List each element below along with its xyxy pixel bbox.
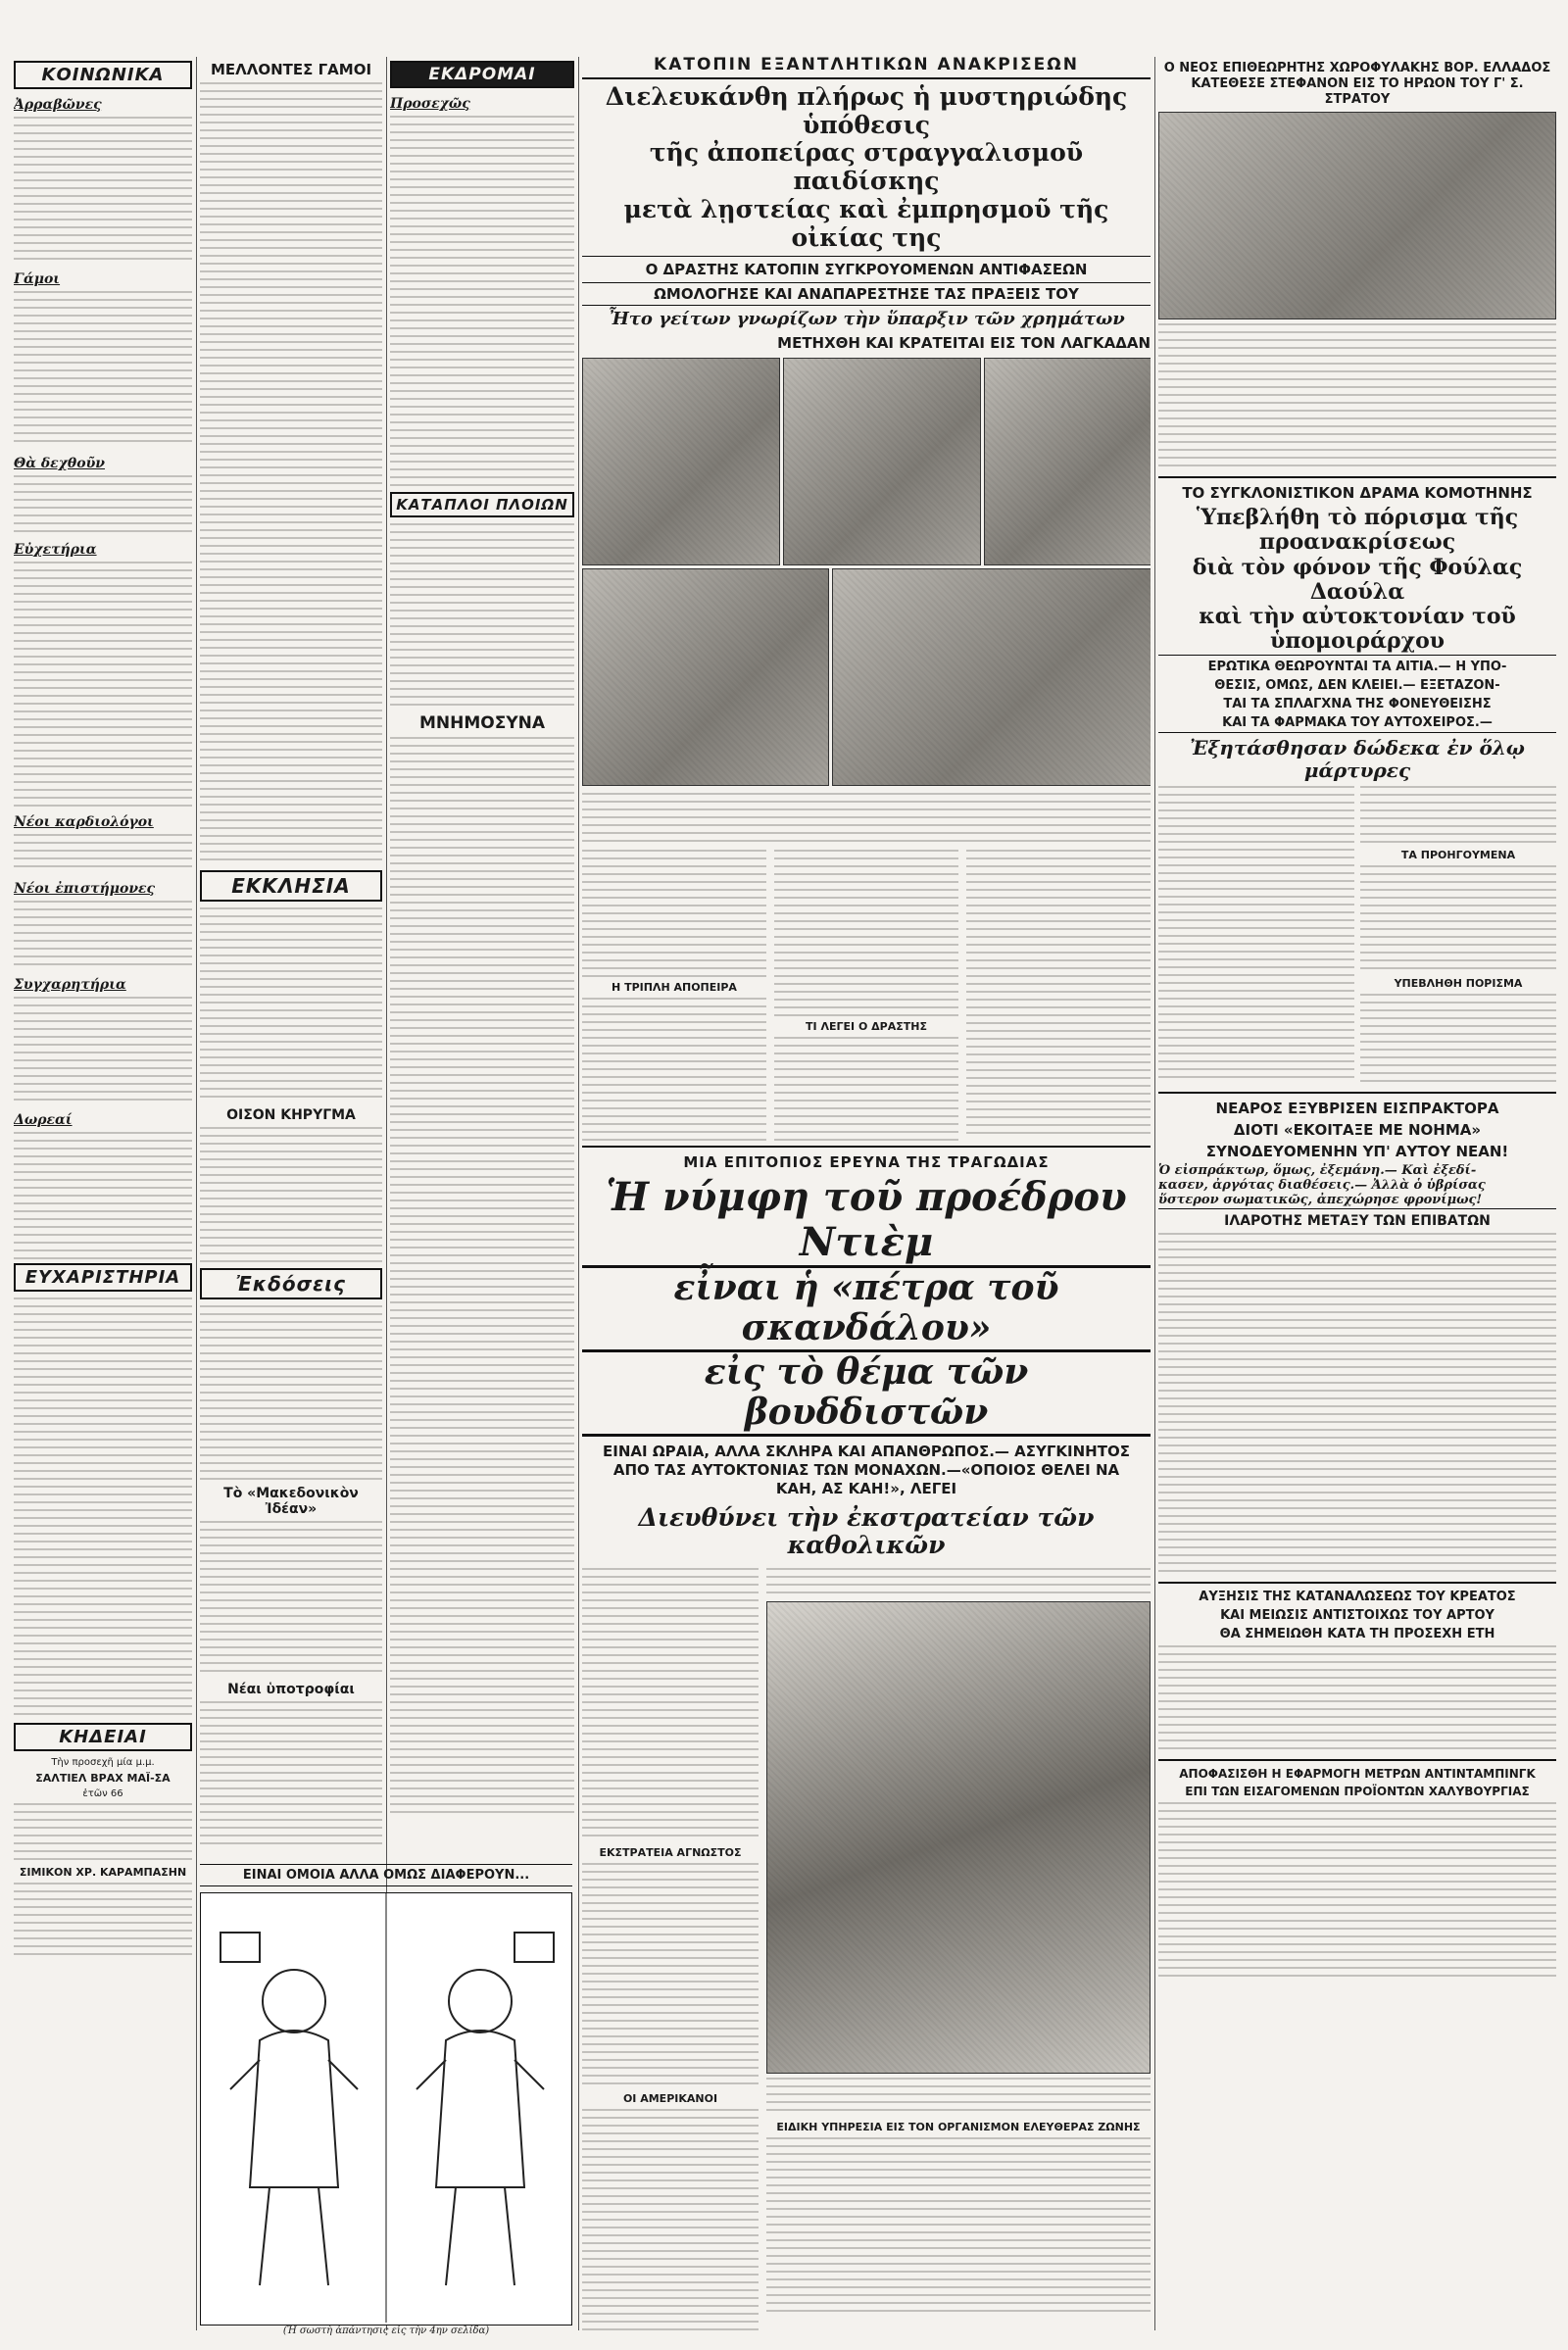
komotini-headline-4: Ἐξητάσθησαν δώδεκα ἐν ὅλῳ μάρτυρες	[1190, 735, 1525, 782]
story2-body	[582, 1564, 1151, 2330]
column-rule	[578, 57, 579, 2330]
gendarmerie-photo	[1158, 112, 1556, 319]
text-block	[1158, 1233, 1556, 1576]
story2-headline-3: εἰς τὸ θέμα τῶν βουδδιστῶν	[582, 1352, 1151, 1437]
subhead-neai-ypotrofiai: Νέαι ὑποτροφίαι	[227, 1682, 355, 1697]
text-block	[200, 1127, 382, 1264]
social-column	[14, 57, 192, 2330]
komotini-headline-3: καὶ τὴν αὐτοκτονίαν τοῦ ὑπομοιράρχου	[1158, 605, 1556, 656]
subhead-doreai: Δωρεαί	[14, 1112, 73, 1128]
text-block	[14, 834, 192, 873]
text-block	[14, 1803, 192, 1862]
story2-headline-1: Ἡ νύμφη τοῦ προέδρου Ντιὲμ	[582, 1175, 1151, 1268]
subhead-eyxetiria: Εὐχετήρια	[14, 542, 97, 558]
section-ekdromai: ΕΚΔΡΟΜΑΙ	[390, 61, 574, 88]
text-block	[1158, 1802, 1556, 1979]
story1-body	[582, 846, 1151, 1140]
subhead-ekstrateia: ΕΚΣΤΡΑΤΕΙΑ ΑΓΝΩΣΤΟΣ	[599, 1846, 742, 1860]
text-block	[766, 2078, 1151, 2117]
story1-photo-1	[582, 358, 780, 565]
subhead-ypeblithen: ΥΠΕΒΛΗΘΗ ΠΟΡΙΣΜΑ	[1394, 976, 1523, 990]
section-ekklisia: ΕΚΚΛΗΣΙΑ	[200, 870, 382, 902]
text-block	[1158, 323, 1556, 470]
kreas-headline-1: ΑΥΞΗΣΙΣ ΤΗΣ ΚΑΤΑΝΑΛΩΣΕΩΣ ΤΟΥ ΚΡΕΑΤΟΣ	[1199, 1589, 1516, 1604]
kreas-headline-2: ΚΑΙ ΜΕΙΩΣΙΣ ΑΝΤΙΣΤΟΙΧΩΣ ΤΟΥ ΑΡΤΟΥ	[1220, 1607, 1494, 1623]
column-rule	[1154, 57, 1155, 2330]
text-block	[14, 562, 192, 807]
komotini-body	[1158, 782, 1556, 1086]
text-block	[200, 1701, 382, 1848]
text-block	[390, 523, 574, 710]
neaross-headline-3: ΣΥΝΟΔΕΥΟΜΕΝΗΝ ΥΠ' ΑΥΤΟΥ ΝΕΑΝ!	[1205, 1142, 1509, 1160]
ntamping-headline-1: ΑΠΟΦΑΣΙΣΘΗ Η ΕΦΑΡΜΟΓΗ ΜΕΤΡΩΝ ΑΝΤΙΝΤΑΜΠΙΝΓΚ	[1179, 1766, 1536, 1781]
text-block	[14, 901, 192, 969]
text-block	[582, 1863, 759, 2088]
neaross-headline-1: ΝΕΑΡΟΣ ΕΞΥΒΡΙΣΕΝ ΕΙΣΠΡΑΚΤΟΡΑ	[1215, 1099, 1499, 1117]
main-story-column	[582, 57, 1151, 2330]
komotini-deck-2: ΘΕΣΙΣ, ΟΜΩΣ, ΔΕΝ ΚΛΕΙΕΙ.— ΕΞΕΤΑΖΟΝ-	[1214, 677, 1500, 693]
story1-headline-3: μετὰ λῃστείας καὶ ἐμπρησμοῦ τῆς οἰκίας της	[623, 194, 1109, 252]
text-block	[766, 1568, 1151, 1597]
madame-nhu-portrait	[766, 1601, 1151, 2074]
text-block	[1158, 786, 1354, 1080]
story1-deck-4: ΜΕΤΗΧΘΗ ΚΑΙ ΚΡΑΤΕΙΤΑΙ ΕΙΣ ΤΟΝ ΛΑΓΚΑΔΑΝ	[777, 334, 1151, 353]
cartoon-illustration	[201, 1893, 571, 2323]
subhead-kardiologoi: Νέοι καρδιολόγοι	[14, 814, 154, 830]
subhead-eidiki-ypiresia: ΕΙΔΙΚΗ ΥΠΗΡΕΣΙΑ ΕΙΣ ΤΟΝ ΟΡΓΑΝΙΣΜΟΝ ΕΛΕΥΘΕΡΑΣ ΖΩΝΗΣ	[776, 2121, 1141, 2134]
story1-deck-2: ΩΜΟΛΟΓΗΣΕ ΚΑΙ ΑΝΑΠΑΡΕΣΤΗΣΕ ΤΑΣ ΠΡΑΞΕΙΣ ΤΟΥ	[582, 282, 1151, 306]
story1-headline-1: Διελευκάνθη πλήρως ἡ μυστηριώδης ὑπόθεσις	[605, 81, 1128, 139]
story2-deck: ΕΙΝΑΙ ΩΡΑΙΑ, ΑΛΛΑ ΣΚΛΗΡΑ ΚΑΙ ΑΠΑΝΘΡΩΠΟΣ.— ΑΣΥΓΚΙΝΗΤΟΣ ΑΠΟ ΤΑΣ ΑΥΤΟΚΤΟΝΙΑΣ ΤΩΝ ΜΟΝΑΧΩΝ.—«ΟΠΟΙΟΣ ΘΕΛΕΙ ΝΑ ΚΑΗ, ΑΣ ΚΑΗ!», ΛΕΓΕΙ	[603, 1442, 1130, 1497]
story1-photo-group	[582, 358, 1151, 789]
text-block	[200, 1305, 382, 1482]
komotini-deck-3: ΤΑΙ ΤΑ ΣΠΛΑΓΧΝΑ ΤΗΣ ΦΟΝΕΥΘΕΙΣΗΣ	[1223, 696, 1492, 711]
text-block	[582, 2109, 759, 2330]
photo-caption-lines	[582, 793, 1151, 842]
text-block	[14, 1297, 192, 1719]
kideiai-name: ΣΑΛΤΙΕΛ ΒΡΑΧ ΜΑΪ-ΣΑ	[35, 1772, 171, 1785]
text-block	[966, 850, 1151, 1134]
text-block	[390, 737, 574, 1815]
subhead-arravones: Ἀρραβῶνες	[14, 97, 102, 113]
section-kataploi: ΚΑΤΑΠΛΟΙ ΠΛΟΙΩΝ	[390, 492, 574, 517]
story2-headline-2: εἶναι ἡ «πέτρα τοῦ σκανδάλου»	[582, 1268, 1151, 1352]
text-block	[14, 291, 192, 448]
story1-headline-2: τῆς ἀποπείρας στραγγαλισμοῦ παιδίσκης	[649, 138, 1084, 196]
news-column-right	[1158, 57, 1556, 2330]
cartoon-drawing	[200, 1892, 572, 2326]
komotini-headline-1: Ὑπεβλήθη τὸ πόρισμα τῆς προανακρίσεως	[1196, 505, 1519, 556]
kreas-headline-3: ΘΑ ΣΗΜΕΙΩΘΗ ΚΑΤΑ ΤΗ ΠΡΟΣΕΧΗ ΕΤΗ	[1219, 1626, 1495, 1641]
subhead-makedonikou: Τὸ «Μακεδονικὸν Ἰδέαν»	[223, 1486, 359, 1517]
text-block	[766, 2137, 1151, 2314]
subhead-proigoumena: ΤΑ ΠΡΟΗΓΟΥΜΕΝΑ	[1400, 848, 1516, 861]
subhead-epistimones: Νέοι ἐπιστήμονες	[14, 881, 156, 897]
story1-photo-2	[783, 358, 981, 565]
text-block	[14, 117, 192, 264]
section-koinonika: ΚΟΙΝΩΝΙΚΑ	[14, 61, 192, 89]
gendarmerie-headline: Ο ΝΕΟΣ ΕΠΙΘΕΩΡΗΤΗΣ ΧΩΡΟΦΥΛΑΚΗΣ ΒΟΡ. ΕΛΛΑΔΟΣ ΚΑΤΕΘΕΣΕ ΣΤΕΦΑΝΟΝ ΕΙΣ ΤΟ ΗΡΩΟΝ ΤΟΥ Γ' Σ. ΣΤΡΑΤΟΥ	[1163, 61, 1551, 107]
text-block	[390, 116, 574, 488]
story1-photo-4	[582, 568, 829, 786]
story1-deck-3: Ἦτο γείτων γνωρίζων τὴν ὕπαρξιν τῶν χρημάτων	[608, 309, 1125, 330]
neaross-deck-3: ὕστερον σωματικῶς, ἀπεχώρησε φρονίμως!	[1158, 1194, 1556, 1209]
text-block	[14, 1132, 192, 1259]
cartoon-caption: (Ἡ σωστὴ ἀπάντησις εἰς τὴν 4ην σελίδα)	[282, 2326, 490, 2336]
kideiai-line: Τὴν προσεχῆ μία μ.μ.	[51, 1757, 155, 1768]
text-block	[582, 850, 766, 977]
section-eyxaristiria: ΕΥΧΑΡΙΣΤΗΡΙΑ	[14, 1263, 192, 1292]
text-block	[774, 850, 958, 1016]
kideiai-line: ἐτῶν 66	[82, 1788, 123, 1799]
text-block	[200, 907, 382, 1103]
ntamping-headline-2: ΕΠΙ ΤΩΝ ΕΙΣΑΓΟΜΕΝΩΝ ΠΡΟΪΟΝΤΩΝ ΧΑΛΥΒΟΥΡΓΙΑΣ	[1185, 1784, 1530, 1798]
text-block	[14, 1883, 192, 1961]
text-block	[14, 997, 192, 1104]
text-block	[1360, 865, 1556, 973]
story2-headline-4: Διευθύνει τὴν ἐκστρατείαν τῶν καθολικῶν	[638, 1502, 1095, 1560]
subhead-prosexos: Προσεχῶς	[390, 96, 470, 112]
text-block	[200, 1521, 382, 1678]
neaross-deck-1: Ὁ εἰσπράκτωρ, ὅμως, ἐξεμάνη.— Καὶ ἐξεδί-	[1158, 1162, 1477, 1178]
subhead-tha-dexthoun: Θὰ δεχθοῦν	[14, 456, 106, 471]
subhead-gamoi: Γάμοι	[14, 271, 61, 287]
section-ekdoseis: Ἐκδόσεις	[200, 1268, 382, 1299]
story2-kicker: ΜΙΑ ΕΠΙΤΟΠΙΟΣ ΕΡΕΥΝΑ ΤΗΣ ΤΡΑΓΩΔΙΑΣ	[683, 1153, 1050, 1172]
subhead-ilarotis: ΙΛΑΡΟΤΗΣ ΜΕΤΑΞΥ ΤΩΝ ΕΠΙΒΑΤΩΝ	[1224, 1212, 1491, 1229]
column-rule	[196, 57, 197, 2330]
section-kideiai: ΚΗΔΕΙΑΙ	[14, 1723, 192, 1751]
cartoon-panel	[200, 1860, 572, 2336]
story1-deck-1: Ο ΔΡΑΣΤΗΣ ΚΑΤΟΠΙΝ ΣΥΓΚΡΟΥΟΜΕΝΩΝ ΑΝΤΙΦΑΣΕΩΝ	[645, 261, 1088, 279]
text-block	[582, 1568, 759, 1842]
subhead-amerikanoi: ΟΙ ΑΜΕΡΙΚΑΝΟΙ	[622, 2092, 718, 2106]
komotini-kicker: ΤΟ ΣΥΓΚΛΟΝΙΣΤΙΚΟΝ ΔΡΑΜΑ ΚΟΜΟΤΗΝΗΣ	[1182, 484, 1533, 502]
section-mnimosyna: ΜΝΗΜΟΣΥΝΑ	[418, 713, 546, 733]
section-mellontes-gamoi: ΜΕΛΛΟΝΤΕΣ ΓΑΜΟΙ	[210, 61, 372, 78]
story1-photo-3	[984, 358, 1151, 565]
text-block	[774, 1037, 958, 1145]
text-block	[1360, 994, 1556, 1082]
cartoon-title: ΕΙΝΑΙ ΟΜΟΙΑ ΑΛΛΑ ΟΜΩΣ ΔΙΑΦΕΡΟΥΝ...	[200, 1864, 572, 1886]
text-block	[582, 998, 766, 1145]
text-block	[14, 475, 192, 534]
kideiai-name: ΣΙΜΙΚΟΝ ΧΡ. ΚΑΡΑΜΠΑΣΗΝ	[19, 1866, 187, 1879]
subhead-tripli-apopeira: Η ΤΡΙΠΛΗ ΑΠΟΠΕΙΡΑ	[612, 981, 737, 995]
neaross-deck-2: κασεν, ἀργότας διαθέσεις.— Ἀλλὰ ὁ ὑβρίσας	[1158, 1177, 1486, 1193]
notices-column	[390, 57, 574, 1850]
komotini-headline-2: διὰ τὸν φόνον τῆς Φούλας Δαούλα	[1192, 554, 1523, 605]
subhead-ti-legei: ΤΙ ΛΕΓΕΙ Ο ΔΡΑΣΤΗΣ	[806, 1020, 927, 1034]
story1-photo-5	[832, 568, 1151, 786]
komotini-deck-4: ΚΑΙ ΤΑ ΦΑΡΜΑΚΑ ΤΟΥ ΑΥΤΟΧΕΙΡΟΣ.—	[1158, 715, 1556, 733]
subhead-sygxaritiria: Συγχαρητήρια	[14, 977, 126, 993]
text-block	[200, 82, 382, 866]
text-block	[1360, 786, 1556, 845]
komotini-deck-1: ΕΡΩΤΙΚΑ ΘΕΩΡΟΥΝΤΑΙ ΤΑ ΑΙΤΙΑ.— Η ΥΠΟ-	[1207, 659, 1507, 674]
neaross-headline-2: ΔΙΟΤΙ «ΕΚΟΙΤΑΞΕ ΜΕ ΝΟΗΜΑ»	[1233, 1120, 1482, 1139]
story1-kicker: ΚΑΤΟΠΙΝ ΕΞΑΝΤΛΗΤΙΚΩΝ ΑΝΑΚΡΙΣΕΩΝ	[582, 57, 1151, 79]
text-block	[1158, 1645, 1556, 1753]
subhead-orion-kirigma: ΟΙΣΟΝ ΚΗΡΥΓΜΑ	[226, 1107, 356, 1123]
